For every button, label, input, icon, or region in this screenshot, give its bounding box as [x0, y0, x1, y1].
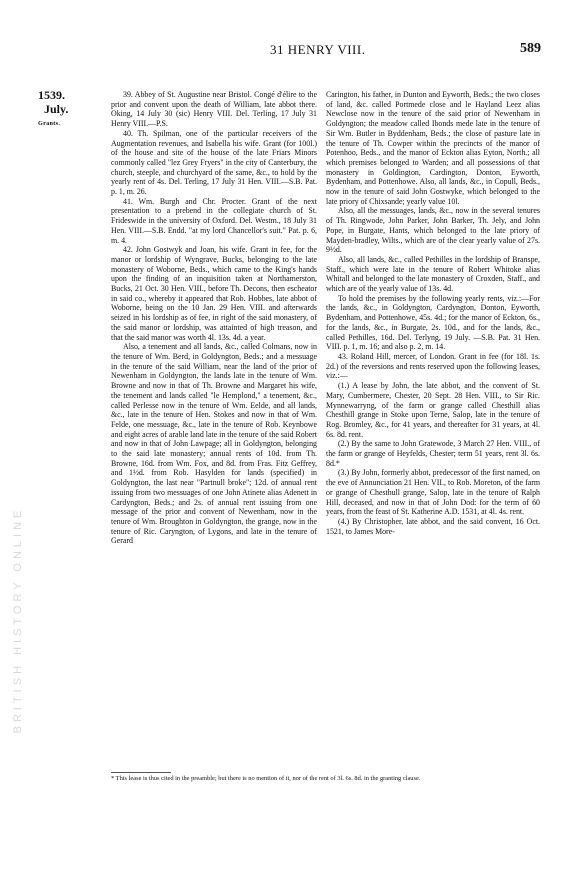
- entry-40: 40. Th. Spilman, one of the particular receivers of the Augmentation revenues, and Isabella his wife. Grant (for 100l.) of the house and site of the house of the late Friars Minors commonly called "lez Grey Fryers" in the city of Canterbury, the church, steeple, and churchyard of the same, &c., to hold by the yearly rent of 4s. Del. Terling, 17 July 31 Hen. VIII.—S.B. Pat. p. 1, m. 26.: [111, 128, 317, 197]
- entry-42-burgate: Also, all the messuages, lands, &c., now in the several tenures of Th. Ringwode, John Parker, John Barker, Th. Jely, and John Pope, in Burgate, Hants, which belonged to the late priory of Mayden-bradley, Wilts., which are of the clear yearly value of 27s. 9½d.: [326, 206, 540, 255]
- margin-section: Grants.: [38, 120, 61, 127]
- entry-39: 39. Abbey of St. Augustine near Bristol. Congé d'élire to the prior and convent upon the death of William, late abbot there. Oking, 14 July 30 (sic) Henry VIII. Del. Terling, 17 July 31 Henry VIII.—P.S.: [111, 90, 317, 129]
- watermark-text: BRITISH HISTORY ONLINE: [12, 506, 24, 734]
- right-column: [326, 90, 540, 536]
- entry-42-colmans: Also, a tenement and all lands, &c., called Colmans, now in the tenure of Wm. Berd, in Goldyngton, Beds.; and a messuage in the tenure of the said William, near the land of the prior of Newenham in Goldyngton, the lands late in the tenure of Wm. Browne and now in that of Th. Browne and Margaret his wife, the tenement and lands called "le Hemplond," a tenement, &c., called Perlesse now in the tenure of Wm. Eelde, and all lands, &c., late in the tenure of Hen. Stokes and now in that of Wm. Felde, one messuage, &c., late in the tenure of Rob. Keynbowe and eight acres of arable land late in the tenure of the said Robert and now in that of John Lawpage; all in Goldyngton, belonging to the said late monastery; annual rents of 10d. from Th. Browne, 16d. from Wm. Fox, and 8d. from Fras. Fitz Geffrey, and 1½d. from Rob. Hasylden for lands (specified) in Goldyngton, the last near "Partnull broke"; 12d. of annual rent issuing from two messuages of one John Atinete alias Adenett in Cardyngton, Beds.; and 2s. of annual rent issuing from one message of the prior and convent of Newenham, now in the tenure of Wm. Broughton in Goldyngton, the grange, now in the tenure of Ric. Caryngton, of Lygons, and late in the tenure of Gerard: [111, 342, 317, 546]
- watermark: [6, 440, 30, 800]
- footnote: * This lease is thus cited in the preamble; but there is no mention of it, nor of the rent of 3l. 6s. 8d. in the granting clause.: [111, 775, 421, 782]
- margin-year: 1539.: [38, 88, 65, 102]
- entry-42: 42. John Gostwyk and Joan, his wife. Grant in fee, for the manor or lordship of Wyngrave, Bucks, belonging to the late monastery of Woborne, Beds., which came to the King's hands upon the finding of an inquisition taken at Northamerston, Bucks, 21 Oct. 30 Hen. VIII., before Th. Decons, then escheator in said co., whereby it appeared that Rob. Hobbes, late abbot of Woborne, being on the 10 Jan. 29 Hen. VIII. and afterwards seized in his lordship as of fee, in right of the said monastery, of the said manor or lordship, was attainted of high treason, and that the said manor was worth 4l. 13s. 4d. a year.: [111, 245, 317, 342]
- running-head: 31 HENRY VIII.: [270, 42, 366, 57]
- margin-month: July.: [44, 102, 69, 116]
- entry-43-lease-2: (2.) By the same to John Gratewode, 3 March 27 Hen. VIII., of the farm or grange of Heyfelds, Chester; term 51 years, rent 3l. 6s. 8d.*: [326, 439, 540, 468]
- footnote-rule: [111, 772, 171, 773]
- entry-42-rents: To hold the premises by the following yearly rents, viz.:—For the lands, &c., in Goldyngton, Cardyngton, Donton, Eyworth, Bydenham, and Pottenhowe, 45s. 4d.; for the manor of Eckton, 6s., for the lands, &c., in Burgate, 2s. 10d., and for the lands, &c., called Pethilles, 16d. Del. Terlyng, 19 July. —S.B. Pat. 31 Hen. VIII. p. 1, m. 16; and also p. 2, m. 14.: [326, 293, 540, 352]
- entry-43-lease-1: (1.) A lease by John, the late abbot, and the convent of St. Mary, Cumbermere, Chester, 20 Sept. 28 Hen. VIII., to Sir Ric. Mynnewarryng, of the farm or grange called Chesthill alias Chesthill grange in Stoke upon Terne, Salop, late in the tenure of Rog. Bromley, &c., for 41 years, and thereafter for 31 years, at 4l. 6s. 8d. rent.: [326, 381, 540, 439]
- entry-42-pethilles: Also, all lands, &c., called Pethilles in the lordship of Branspe, Staff., which were late in the tenure of Robert Whitoke alias Whitall and belonged to the late monastery of Croxden, Staff., and which are of the yearly value of 13s. 4d.: [326, 254, 540, 294]
- entry-41: 41. Wm. Burgh and Chr. Procter. Grant of the next presentation to a prebend in the collegiate church of St. Frideswide in the university of Oxford. Del. Westm., 18 July 31 Hen. VIII.—S.B. Endd. "at my lord Chancellor's suit." Pat. p. 6, m. 4.: [111, 196, 317, 245]
- entry-42-continued: Carington, his father, in Dunton and Eyworth, Beds.; the two closes of land, &c. called Portmede close and le Hayland Leez alias Newclose now in the tenure of the said prior of Newenham in Goldyngton; the meadow called Ibonds mede late in the tenure of Sir Wm. Butler in Byddenham, Beds.; the close of pasture late in the tenure of Th. Cowper within the precincts of the manor of Potenhoo, Beds., and the manor of Eckton alias Eyton, North.; all which premises belonged to Warden; and all possessions of that monastery in Goldington, Cardington, Donton, Eyworth, Bydenham, and Pottenhowe. Also, all lands, &c., in Copull, Beds., now in the tenure of said John Gostwyke, which belonged to the late priory of Chixsande; yearly value 10l.: [326, 90, 540, 206]
- page-header: [0, 42, 567, 60]
- margin-notes: [38, 88, 98, 127]
- left-column: [111, 90, 317, 546]
- entry-43-lease-4: (4.) By Christopher, late abbot, and the said convent, 16 Oct. 1521, to James More-: [326, 516, 540, 536]
- entry-43-lease-3: (3.) By John, formerly abbot, predecessor of the first named, on the eve of Annunciation 21 Hen. VII., to Rob. Moreton, of the farm or grange of Chesthull grange, Salop, late in the tenure of Ralph Hill, deceased, and now in that of John Dod: for the term of 60 years, from the feast of St. Katherine A.D. 1531, at 4l. 4s. rent.: [326, 468, 540, 517]
- entry-43: 43. Roland Hill, mercer, of London. Grant in fee (for 18l. 1s. 2d.) of the reversions and rents reserved upon the following leases, viz.:—: [326, 351, 540, 381]
- page-number: 589: [520, 41, 541, 56]
